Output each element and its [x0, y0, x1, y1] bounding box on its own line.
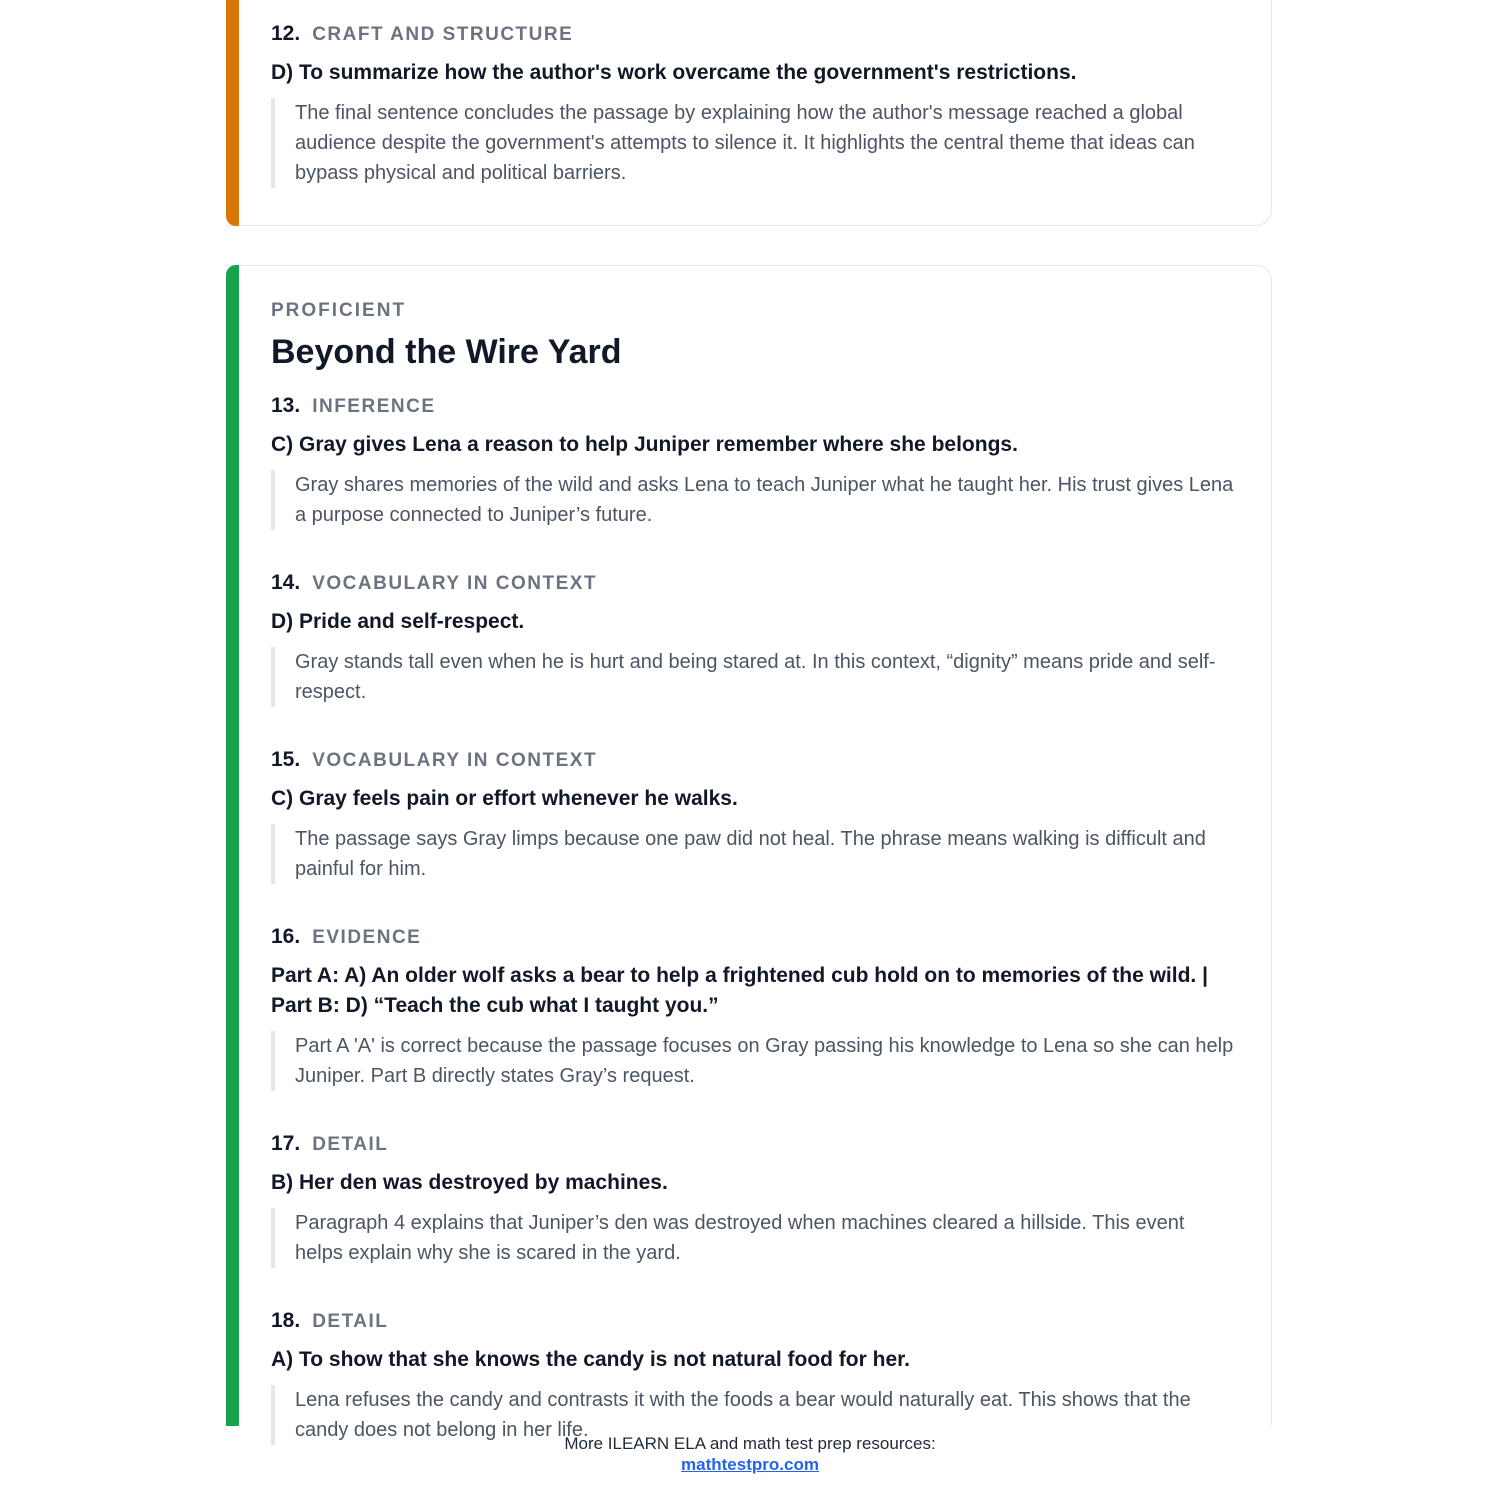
- question-answer: D) To summarize how the author's work overcame the government's restrictions.: [271, 61, 1077, 84]
- answer-card-proficient: [226, 265, 1272, 1441]
- card-accent-bar: [226, 0, 239, 226]
- question-category: CRAFT AND STRUCTURE: [312, 24, 574, 45]
- question-category: DETAIL: [312, 1134, 389, 1155]
- page-footer: [0, 1433, 1500, 1475]
- card-accent-bar: [226, 265, 239, 1426]
- question-category: EVIDENCE: [312, 927, 422, 948]
- question-answer: D) Pride and self-respect.: [271, 610, 525, 633]
- question-header: [271, 747, 1237, 774]
- question-item: [271, 1131, 1237, 1268]
- question-header: [271, 924, 1237, 951]
- question-answer: A) To show that she knows the candy is not natural food for her.: [271, 1348, 910, 1371]
- question-header: [271, 570, 1237, 597]
- passage-title: Beyond the Wire Yard: [271, 333, 622, 371]
- question-number: 17.: [271, 1132, 301, 1155]
- question-item: [271, 924, 1237, 1091]
- question-number: 14.: [271, 571, 301, 594]
- footer-link[interactable]: mathtestpro.com: [681, 1455, 819, 1474]
- card-content: [271, 21, 1237, 228]
- question-number: 18.: [271, 1309, 301, 1332]
- question-number: 12.: [271, 22, 301, 45]
- question-item: [271, 393, 1237, 530]
- question-explanation: Gray stands tall even when he is hurt and being stared at. In this context, “dignity” means pride and self-respect.: [271, 647, 1237, 707]
- answer-card-previous: [226, 0, 1272, 226]
- question-answer: Part A: A) An older wolf asks a bear to help a frightened cub hold on to memories of the wild. | Part B: D) “Teach the cub what I taught you.”: [271, 964, 1208, 1017]
- question-item: [271, 747, 1237, 884]
- question-category: DETAIL: [312, 1311, 389, 1332]
- level-label: PROFICIENT: [271, 300, 407, 321]
- question-header: [271, 393, 1237, 420]
- question-answer: C) Gray gives Lena a reason to help Juniper remember where she belongs.: [271, 433, 1018, 456]
- question-number: 16.: [271, 925, 301, 948]
- question-header: [271, 21, 1237, 48]
- question-header: [271, 1131, 1237, 1158]
- question-explanation: The final sentence concludes the passage by explaining how the author's message reached a global audience despite the government's attempts to silence it. It highlights the central theme that ideas can bypass physical and political barriers.: [271, 98, 1237, 188]
- question-explanation: Gray shares memories of the wild and asks Lena to teach Juniper what he taught her. His trust gives Lena a purpose connected to Juniper’s future.: [271, 470, 1237, 530]
- question-item: [271, 1308, 1237, 1445]
- question-item: [271, 21, 1237, 188]
- card-content: [271, 299, 1237, 1485]
- question-explanation: Lena refuses the candy and contrasts it with the foods a bear would naturally eat. This shows that the candy does not belong in her life.: [271, 1385, 1237, 1445]
- question-explanation: Paragraph 4 explains that Juniper’s den was destroyed when machines cleared a hillside. This event helps explain why she is scared in the yard.: [271, 1208, 1237, 1268]
- footer-text: More ILEARN ELA and math test prep resources:: [564, 1434, 936, 1453]
- question-item: [271, 570, 1237, 707]
- question-explanation: Part A 'A' is correct because the passage focuses on Gray passing his knowledge to Lena so she can help Juniper. Part B directly states Gray’s request.: [271, 1031, 1237, 1091]
- question-answer: B) Her den was destroyed by machines.: [271, 1171, 668, 1194]
- question-number: 15.: [271, 748, 301, 771]
- question-number: 13.: [271, 394, 301, 417]
- question-category: VOCABULARY IN CONTEXT: [312, 573, 598, 594]
- question-answer: C) Gray feels pain or effort whenever he walks.: [271, 787, 738, 810]
- question-explanation: The passage says Gray limps because one paw did not heal. The phrase means walking is difficult and painful for him.: [271, 824, 1237, 884]
- question-header: [271, 1308, 1237, 1335]
- question-category: INFERENCE: [312, 396, 436, 417]
- question-category: VOCABULARY IN CONTEXT: [312, 750, 598, 771]
